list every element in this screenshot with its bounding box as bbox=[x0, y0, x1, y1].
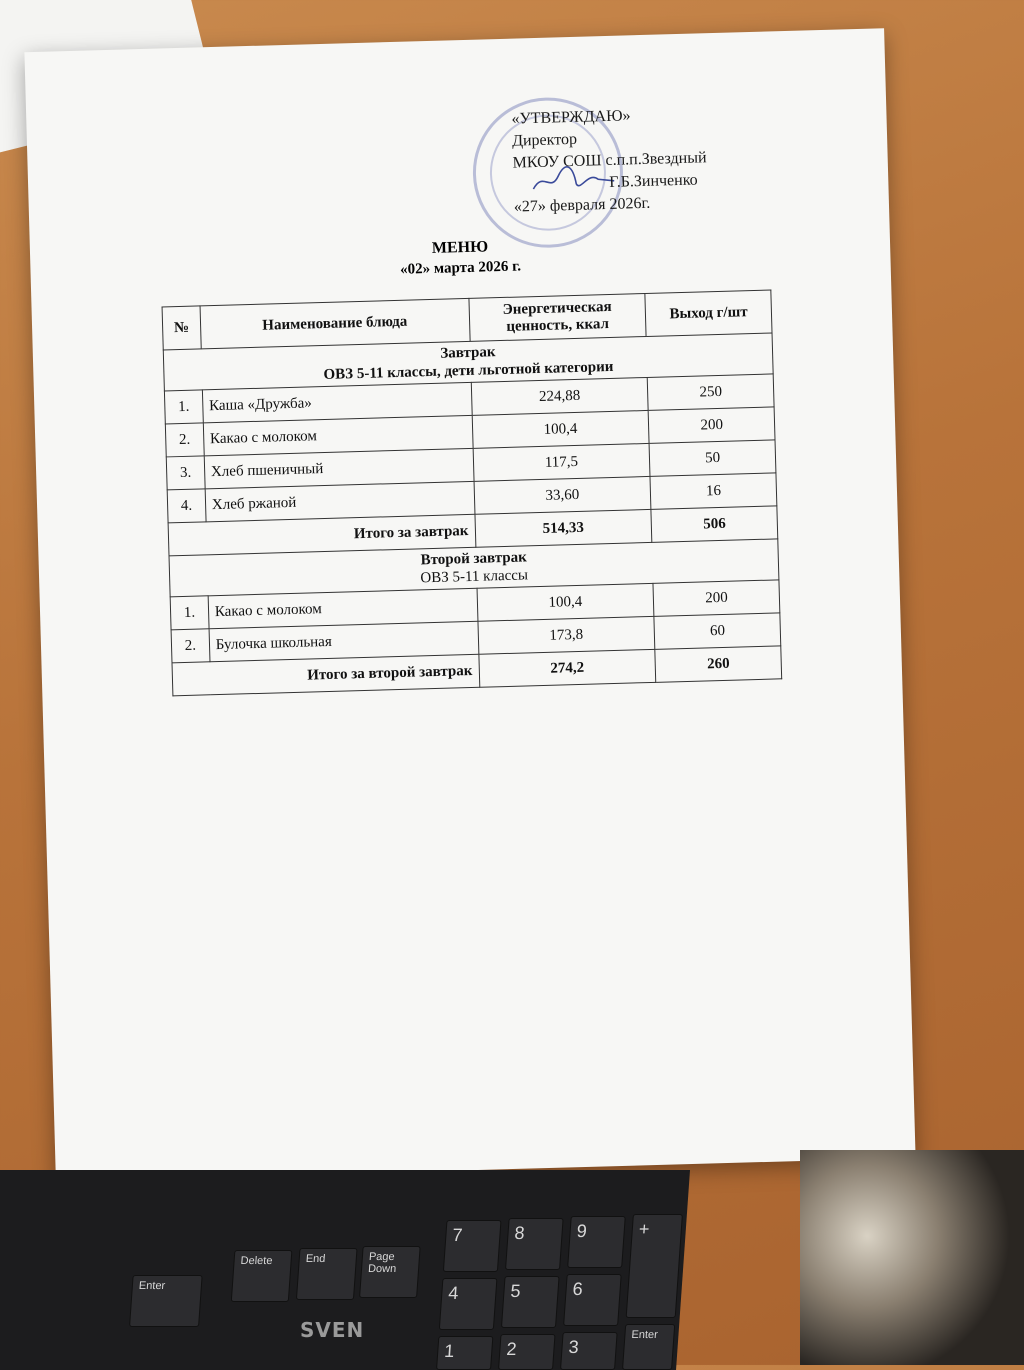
total-label: Итого за завтрак bbox=[168, 514, 475, 556]
approval-director-name: Г.Б.Зинченко bbox=[609, 171, 698, 191]
key-numpad-4[interactable]: 4 bbox=[439, 1278, 498, 1330]
key-numpad-7[interactable]: 7 bbox=[443, 1220, 502, 1272]
keyboard-brand-logo: SVEN bbox=[300, 1318, 365, 1342]
row-num: 2. bbox=[165, 423, 204, 457]
approval-block bbox=[511, 103, 708, 218]
row-kcal: 33,60 bbox=[474, 476, 652, 514]
section-subtitle: ОВЗ 5-11 классы bbox=[420, 567, 529, 587]
row-kcal: 117,5 bbox=[473, 443, 651, 481]
key-enter[interactable]: Enter bbox=[129, 1275, 203, 1327]
key-numpad-3[interactable]: 3 bbox=[560, 1332, 618, 1370]
row-name: Хлеб пшеничный bbox=[204, 448, 474, 488]
total-kcal: 274,2 bbox=[478, 649, 656, 687]
total-output: 260 bbox=[655, 646, 782, 682]
total-kcal: 514,33 bbox=[475, 509, 653, 547]
row-kcal: 173,8 bbox=[477, 616, 655, 654]
section-title: Завтрак bbox=[440, 344, 496, 362]
menu-date: «02» марта 2026 г. bbox=[399, 258, 522, 278]
row-output: 250 bbox=[648, 374, 775, 410]
row-name: Булочка школьная bbox=[209, 621, 479, 661]
row-num: 2. bbox=[171, 629, 210, 663]
key-delete[interactable]: Delete bbox=[231, 1250, 293, 1302]
row-output: 16 bbox=[650, 473, 777, 509]
section-subtitle: ОВЗ 5-11 классы, дети льготной категории bbox=[323, 358, 614, 383]
key-numpad-6[interactable]: 6 bbox=[563, 1274, 622, 1326]
key-numpad-enter[interactable]: Enter bbox=[622, 1324, 675, 1370]
row-num: 1. bbox=[170, 596, 209, 630]
row-name: Какао с молоком bbox=[208, 588, 478, 628]
approval-title: «УТВЕРЖДАЮ» bbox=[511, 107, 631, 128]
row-name: Какао с молоком bbox=[203, 415, 473, 455]
row-name: Хлеб ржаной bbox=[205, 481, 475, 521]
row-output: 50 bbox=[649, 440, 776, 476]
row-kcal: 100,4 bbox=[477, 583, 655, 621]
approval-organization: МКОУ СОШ с.п.п.Звездный bbox=[512, 149, 707, 172]
menu-table bbox=[162, 289, 783, 696]
key-end[interactable]: End bbox=[296, 1248, 358, 1300]
header-num: № bbox=[162, 306, 201, 350]
header-kcal: Энергетическая ценность, ккал bbox=[468, 293, 646, 341]
key-numpad-9[interactable]: 9 bbox=[567, 1216, 626, 1268]
row-name: Каша «Дружба» bbox=[202, 382, 472, 422]
section-title: Второй завтрак bbox=[420, 549, 528, 569]
page-title: МЕНЮ bbox=[431, 238, 489, 257]
row-output: 200 bbox=[648, 407, 775, 443]
row-output: 60 bbox=[654, 613, 781, 649]
row-num: 1. bbox=[164, 390, 203, 424]
approval-position: Директор bbox=[511, 130, 578, 150]
floor-rug bbox=[800, 1150, 1024, 1365]
key-page-down[interactable]: Page Down bbox=[359, 1246, 421, 1298]
row-kcal: 100,4 bbox=[472, 410, 650, 448]
total-label: Итого за второй завтрак bbox=[172, 654, 479, 696]
row-num: 3. bbox=[166, 456, 205, 490]
menu-document bbox=[24, 28, 915, 1182]
header-output: Выход г/шт bbox=[645, 290, 772, 336]
row-num: 4. bbox=[167, 489, 206, 523]
key-numpad-2[interactable]: 2 bbox=[498, 1334, 556, 1370]
approval-date: «27» февраля 2026г. bbox=[513, 194, 651, 216]
header-name: Наименование блюда bbox=[200, 298, 470, 348]
total-output: 506 bbox=[651, 506, 778, 542]
key-numpad-1[interactable]: 1 bbox=[436, 1336, 493, 1370]
key-numpad-plus[interactable]: + bbox=[626, 1214, 683, 1318]
key-numpad-8[interactable]: 8 bbox=[505, 1218, 564, 1270]
row-output: 200 bbox=[653, 580, 780, 616]
row-kcal: 224,88 bbox=[471, 377, 649, 415]
key-numpad-5[interactable]: 5 bbox=[501, 1276, 560, 1328]
